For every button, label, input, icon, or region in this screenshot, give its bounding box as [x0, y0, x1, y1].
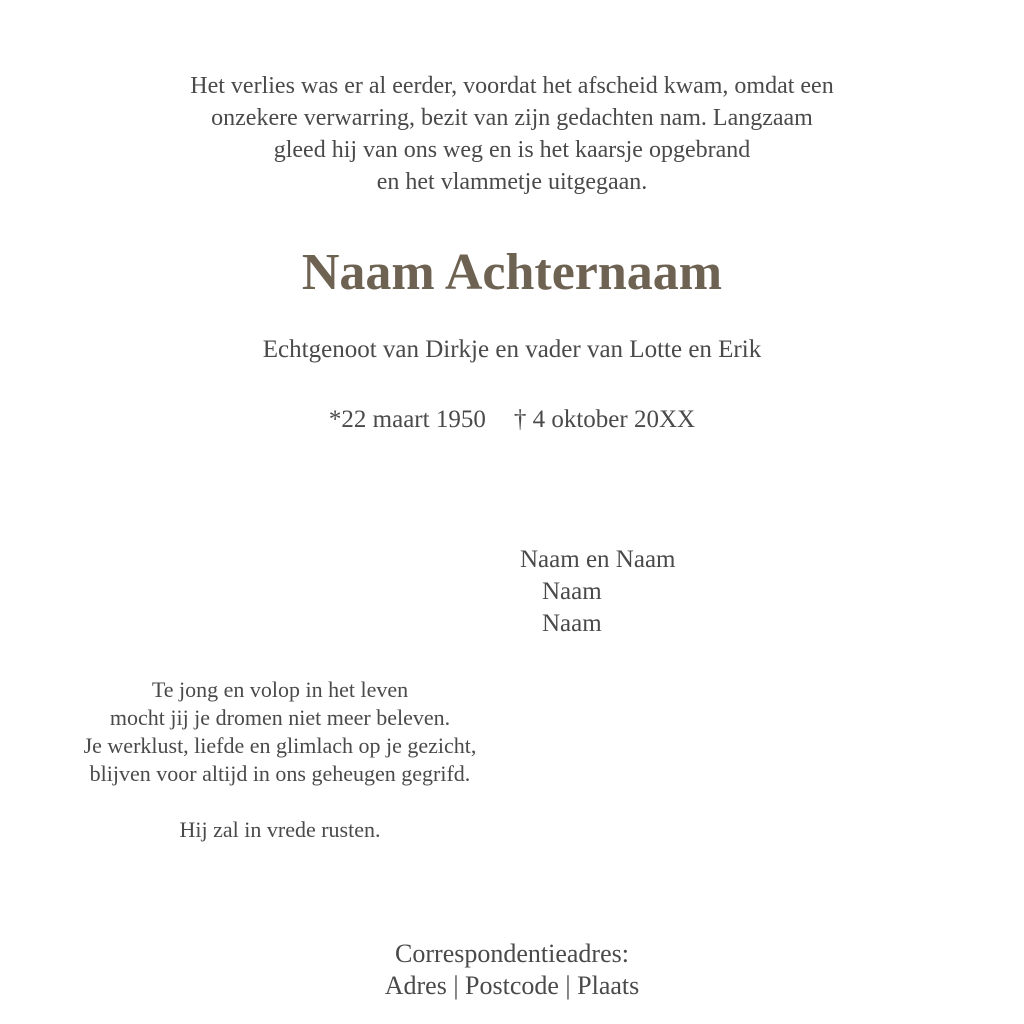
family-name: Naam en Naam [520, 546, 676, 573]
family-name: Naam [542, 610, 602, 637]
correspondence-block [0, 938, 1024, 1002]
family-name: Naam [542, 578, 602, 605]
relation-line: Echtgenoot van Dirkje en vader van Lotte en Erik [262, 336, 762, 363]
verse-line: Je werklust, liefde en glimlach op je gezicht, [83, 733, 477, 758]
verse-line: blijven voor altijd in ons geheugen gegrifd. [89, 761, 471, 786]
opening-poem [62, 70, 962, 198]
dates-line [0, 404, 1024, 436]
death-date: † 4 oktober 20XX [513, 406, 696, 433]
poem-line: en het vlammetje uitgegaan. [376, 169, 648, 195]
poem-line: onzekere verwarring, bezit van zijn gedachten nam. Langzaam [211, 105, 813, 131]
verse-line: Te jong en volop in het leven [151, 677, 409, 702]
memorial-verse [30, 676, 530, 788]
correspondence-address: Adres | Postcode | Plaats [384, 971, 640, 1000]
poem-line: gleed hij van ons weg en is het kaarsje opgebrand [273, 137, 751, 163]
poem-line: Het verlies was er al eerder, voordat het afscheid kwam, omdat een [190, 73, 834, 99]
correspondence-label: Correspondentieadres: [395, 939, 629, 968]
verse-line: mocht jij je dromen niet meer beleven. [109, 705, 451, 730]
birth-date: *22 maart 1950 [328, 406, 486, 433]
deceased-name: Naam Achternaam [301, 244, 723, 301]
closing-line: Hij zal in vrede rusten. [179, 817, 381, 842]
family-names [520, 544, 675, 640]
